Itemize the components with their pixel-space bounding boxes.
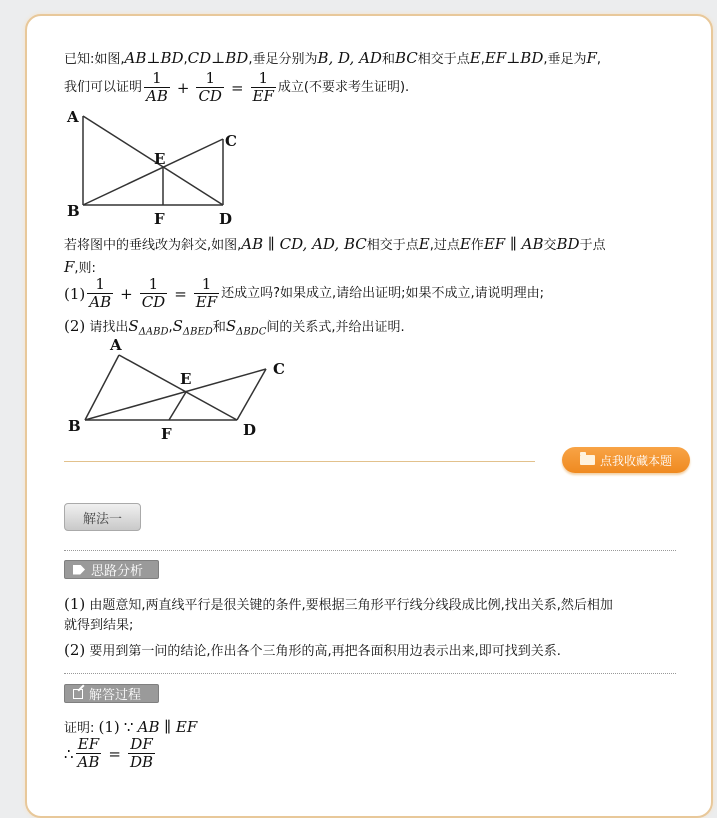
problem-line-2 [64,70,409,105]
equals-sign: = [108,744,121,763]
question-number: (1) [64,284,86,303]
fraction [144,70,170,105]
math: E [469,49,481,67]
therefore-symbol: ∴ [64,744,74,763]
math: F [64,258,75,276]
question-1 [64,276,544,311]
text: 作 [470,238,484,253]
edit-icon [73,689,83,699]
section-divider [64,461,535,462]
fraction [196,70,224,105]
analysis-tag [64,560,159,579]
denominator: CD [141,293,166,311]
fraction [194,276,219,311]
numerator: EF [77,735,100,753]
label-d: D [243,421,257,439]
favorite-button-label: 点我收藏本题 [599,453,672,468]
label-c: C [225,132,237,150]
problem-line-1 [64,48,601,70]
text: ,则: [74,261,96,276]
denominator: CD [198,87,222,105]
text: ,垂足分别为 [248,52,318,67]
text: ,过点 [429,238,460,253]
math: BC [394,49,418,67]
favorite-button[interactable] [562,447,690,473]
math: E [418,235,430,253]
analysis-item-1-cont [64,616,133,636]
math-subscript: ΔBED [182,326,213,338]
text: 证明: [64,721,95,736]
math-subscript: ΔABD [138,326,169,338]
math: F [586,49,597,67]
math: E [459,235,471,253]
label-b: B [68,417,81,435]
diagram-perpendicular [54,106,254,231]
item-number: (1) [64,595,86,613]
denominator: EF [195,293,218,311]
solution-tag-label: 解答过程 [89,688,142,703]
math: EF ∥ AB [483,235,544,253]
label-f: F [154,210,165,228]
math: AB ∥ CD, AD, BC [241,235,367,253]
text: 相交于点 [417,52,470,67]
fraction [140,276,168,311]
proof-line-2 [64,736,157,771]
denominator: AB [77,753,100,771]
diagram-oblique [54,336,304,446]
item-number: (2) [64,641,86,659]
math: B, D, AD [317,49,382,67]
solution-tag [64,684,159,703]
text: 若将图中的垂线改为斜交,如图, [64,238,242,253]
folder-icon [580,455,595,465]
denominator: EF [252,87,274,105]
fraction [76,736,102,771]
label-d: D [219,210,233,228]
plus-sign: + [176,78,190,97]
fraction [87,276,113,311]
equals-sign: = [174,284,187,303]
text: 成立(不要求考生证明). [277,79,410,95]
analysis-item-1 [64,594,613,616]
text: 于点 [579,238,606,253]
text: 还成立吗?如果成立,请给出证明;如果不成立,请说明理由; [221,285,545,301]
text: 就得到结果; [64,618,134,633]
dotted-divider [64,550,676,551]
numerator: 1 [205,69,215,87]
fraction [251,70,276,105]
dotted-divider [64,673,676,674]
question-number: (2) [64,317,86,335]
text: 由题意知,两直线平行是很关键的条件,要根据三角形平行线分线段成比例,找出关系,然后相加 [89,598,613,613]
numerator: 1 [148,275,159,293]
text: 我们可以证明 [64,79,143,95]
text: , [183,52,188,67]
label-b: B [67,202,80,220]
text: , [168,320,173,335]
label-a: A [110,336,122,354]
numerator: 1 [152,69,162,87]
math: CD⊥BD [187,49,249,67]
text: 要用到第一问的结论,作出各个三角形的高,再把各面积用边表示出来,即可找到关系. [89,644,561,659]
math-subscript: ΔBDC [236,326,267,338]
label-f: F [161,425,172,443]
math: S [128,317,139,335]
denominator: DB [129,753,154,771]
numerator: 1 [95,275,105,293]
plus-sign: + [120,284,133,303]
equals-sign: = [230,78,244,97]
method-one-label: 解法一 [82,511,122,527]
label-e: E [180,370,192,388]
question-card [25,14,713,818]
text: 交 [543,238,557,253]
text: ,垂足为 [543,52,587,67]
analysis-tag-label: 思路分析 [91,564,144,579]
text: 请找出 [89,320,129,335]
because-symbol: ∵ [123,718,134,736]
label-a: A [67,108,79,126]
text: , [480,52,485,67]
problem-line-3 [64,234,606,256]
numerator: DF [130,735,153,753]
numerator: 1 [201,275,212,293]
method-one-button[interactable] [64,503,141,531]
denominator: AB [146,87,168,105]
math: S [172,317,183,335]
text: 间的关系式,并给出证明. [266,320,405,335]
step-number: (1) [98,718,120,736]
text: , [596,52,602,67]
math: S [225,317,237,335]
math: AB⊥BD [124,49,184,67]
math: AB ∥ EF [137,718,198,736]
label-e: E [154,150,166,168]
text: 和 [381,52,395,67]
denominator: AB [89,293,112,311]
math: EF⊥BD [484,49,544,67]
text: 相交于点 [366,238,419,253]
text: 和 [212,320,226,335]
label-c: C [273,360,285,378]
text: 已知:如图, [64,52,125,67]
analysis-item-2 [64,640,561,662]
fraction [128,736,155,771]
numerator: 1 [258,69,268,87]
tag-icon [73,565,85,575]
math: BD [556,235,580,253]
